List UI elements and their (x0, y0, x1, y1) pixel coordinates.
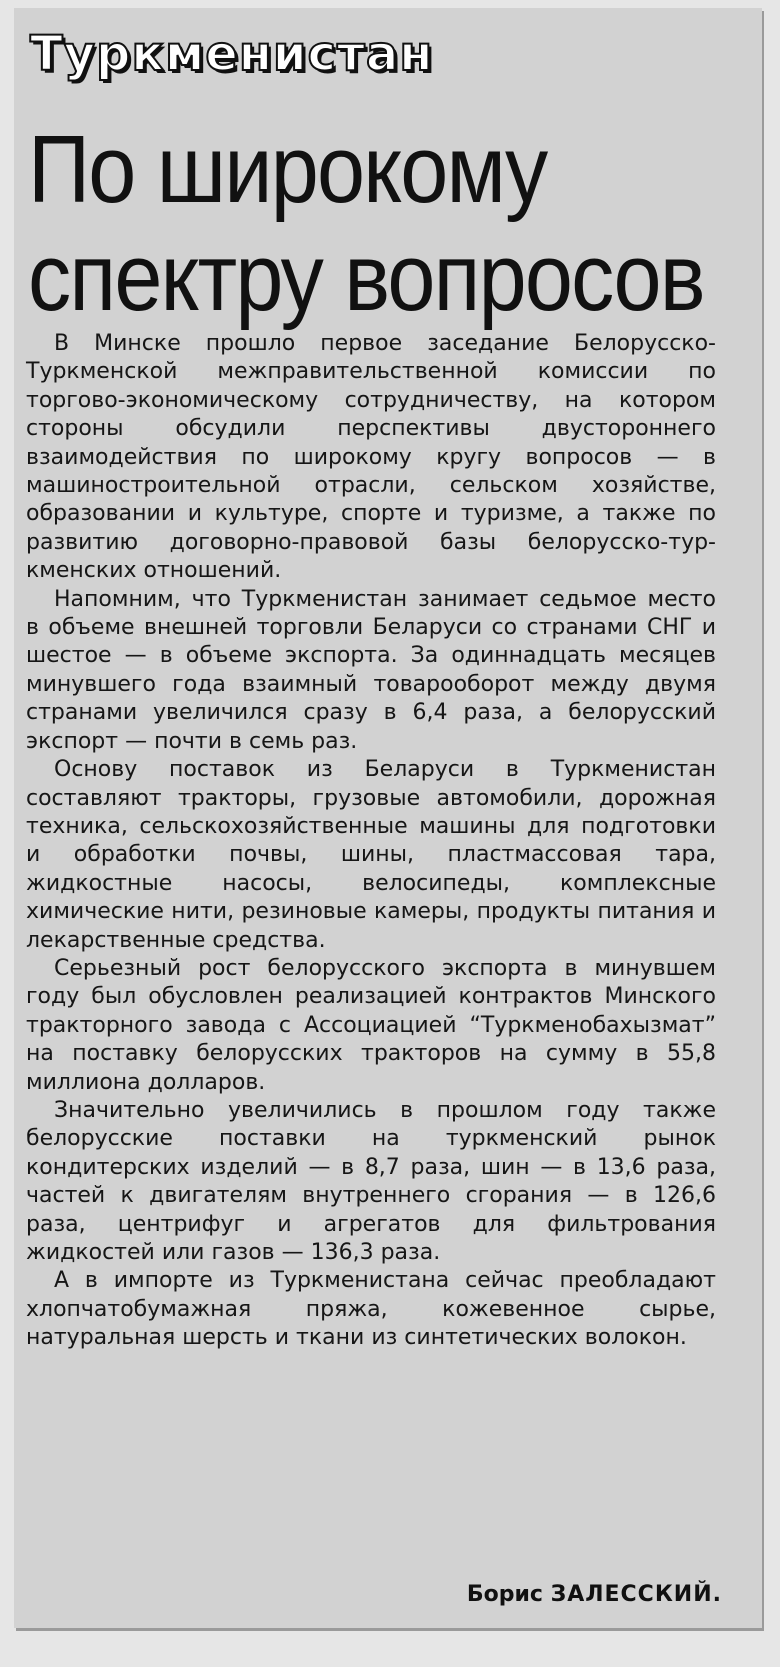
article-body (26, 330, 716, 1353)
article-headline (28, 116, 704, 332)
newspaper-clipping (14, 8, 762, 1628)
paragraph-4: Серьезный рост белорусского экспорта в минувшем году был обусловлен реализацией контрактов Минского тракторного завода с Ассоциацией “Туркменобахызмат” на поставку белорусских тракторов на сумму в 55,8 миллиона долларов. (26, 955, 716, 1095)
author-byline (467, 1582, 722, 1607)
headline-line-2: спектру вопросов (28, 224, 704, 331)
author-surname: ЗАЛЕССКИЙ. (550, 1582, 722, 1607)
section-rubric: Туркменистан (30, 26, 434, 82)
paragraph-6: А в импорте из Туркменистана сейчас преобладают хлопчатобумажная пряжа, кожевенное сырье, натуральная шерсть и ткани из синтетических волокон. (26, 1268, 716, 1351)
paragraph-5: Значительно увеличились в прошлом году также белорусские поставки на туркменский рынок кондитерских изделий — в 8,7 раза, шин — в 13,6 раза, частей к двигателям внутреннего сгорания — в 126,6 раза, центрифуг и агрегатов для фильтрования жидкостей или газов — 136,3 раза. (26, 1097, 716, 1265)
headline-line-1: По широкому (28, 116, 547, 223)
paragraph-2: Напомним, что Туркменистан занимает седьмое место в объеме внешней торговли Беларуси со странами СНГ и шестое — в объеме экспорта. За одиннадцать месяцев минувшего года взаимный товарооборот между двумя странами увеличился сразу в 6,4 раза, а белорусский экспорт — почти в семь раз. (26, 586, 716, 754)
paragraph-3: Основу поставок из Беларуси в Туркменистан составляют тракторы, грузовые автомобили, дорожная техника, сельскохозяйственные машины для подготовки и обработки почвы, шины, пластмассовая тара, жидкостные насосы, велосипеды, комплексные химические нити, резиновые камеры, продукты питания и лекарственные средства. (26, 757, 716, 953)
author-first-name: Борис (466, 1582, 543, 1607)
paragraph-1: В Минске прошло первое заседание Белорусско-Туркменской межправительственной комиссии по торгово-экономическому сотрудничеству, на котором стороны обсудили перспективы двустороннего взаимодействия по широкому кругу вопросов — в машиностроительной отрасли, сельском хозяйстве, образовании и культуре, спорте и туризме, а также по развитию договорно-правовой базы белорусско-туркменских отношений. (26, 331, 716, 584)
